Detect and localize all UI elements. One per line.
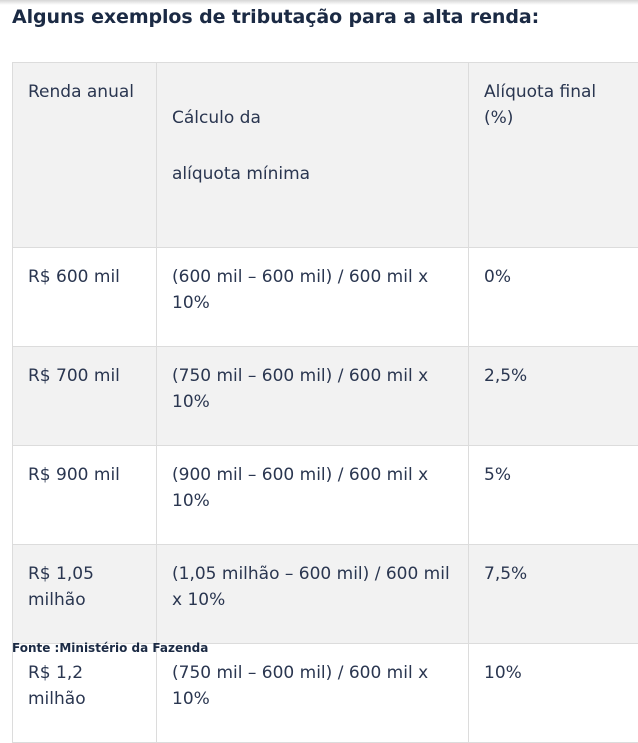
cell-aliquota: 2,5% (469, 347, 638, 446)
header-renda-anual: Renda anual (13, 63, 157, 248)
cell-renda: R$ 600 mil (13, 248, 157, 347)
header-calculo (157, 63, 469, 248)
page-title: Alguns exemplos de tributação para a alta renda: (12, 6, 539, 28)
cell-renda: R$ 1,2 milhão (13, 644, 157, 743)
cell-calculo: (750 mil – 600 mil) / 600 mil x 10% (157, 347, 469, 446)
cell-calculo: (1,05 milhão – 600 mil) / 600 mil x 10% (157, 545, 469, 644)
top-shadow (0, 0, 638, 5)
cell-renda: R$ 1,05 milhão (13, 545, 157, 644)
cell-calculo: (900 mil – 600 mil) / 600 mil x 10% (157, 446, 469, 545)
cell-aliquota: 10% (469, 644, 638, 743)
table-row (13, 545, 638, 644)
table-row (13, 446, 638, 545)
header-aliquota-final: Alíquota final (%) (469, 63, 638, 248)
cell-renda: R$ 900 mil (13, 446, 157, 545)
header-calculo-line1: Cálculo da (172, 108, 261, 128)
header-calculo-line2: alíquota mínima (172, 161, 453, 187)
cell-renda: R$ 700 mil (13, 347, 157, 446)
table-row (13, 347, 638, 446)
cell-calculo: (600 mil – 600 mil) / 600 mil x 10% (157, 248, 469, 347)
table-header-row (13, 63, 638, 248)
source-note: Fonte :Ministério da Fazenda (12, 641, 208, 655)
cell-aliquota: 0% (469, 248, 638, 347)
cell-aliquota: 5% (469, 446, 638, 545)
table-row (13, 644, 638, 743)
table-row (13, 248, 638, 347)
cell-calculo: (750 mil – 600 mil) / 600 mil x 10% (157, 644, 469, 743)
cell-aliquota: 7,5% (469, 545, 638, 644)
